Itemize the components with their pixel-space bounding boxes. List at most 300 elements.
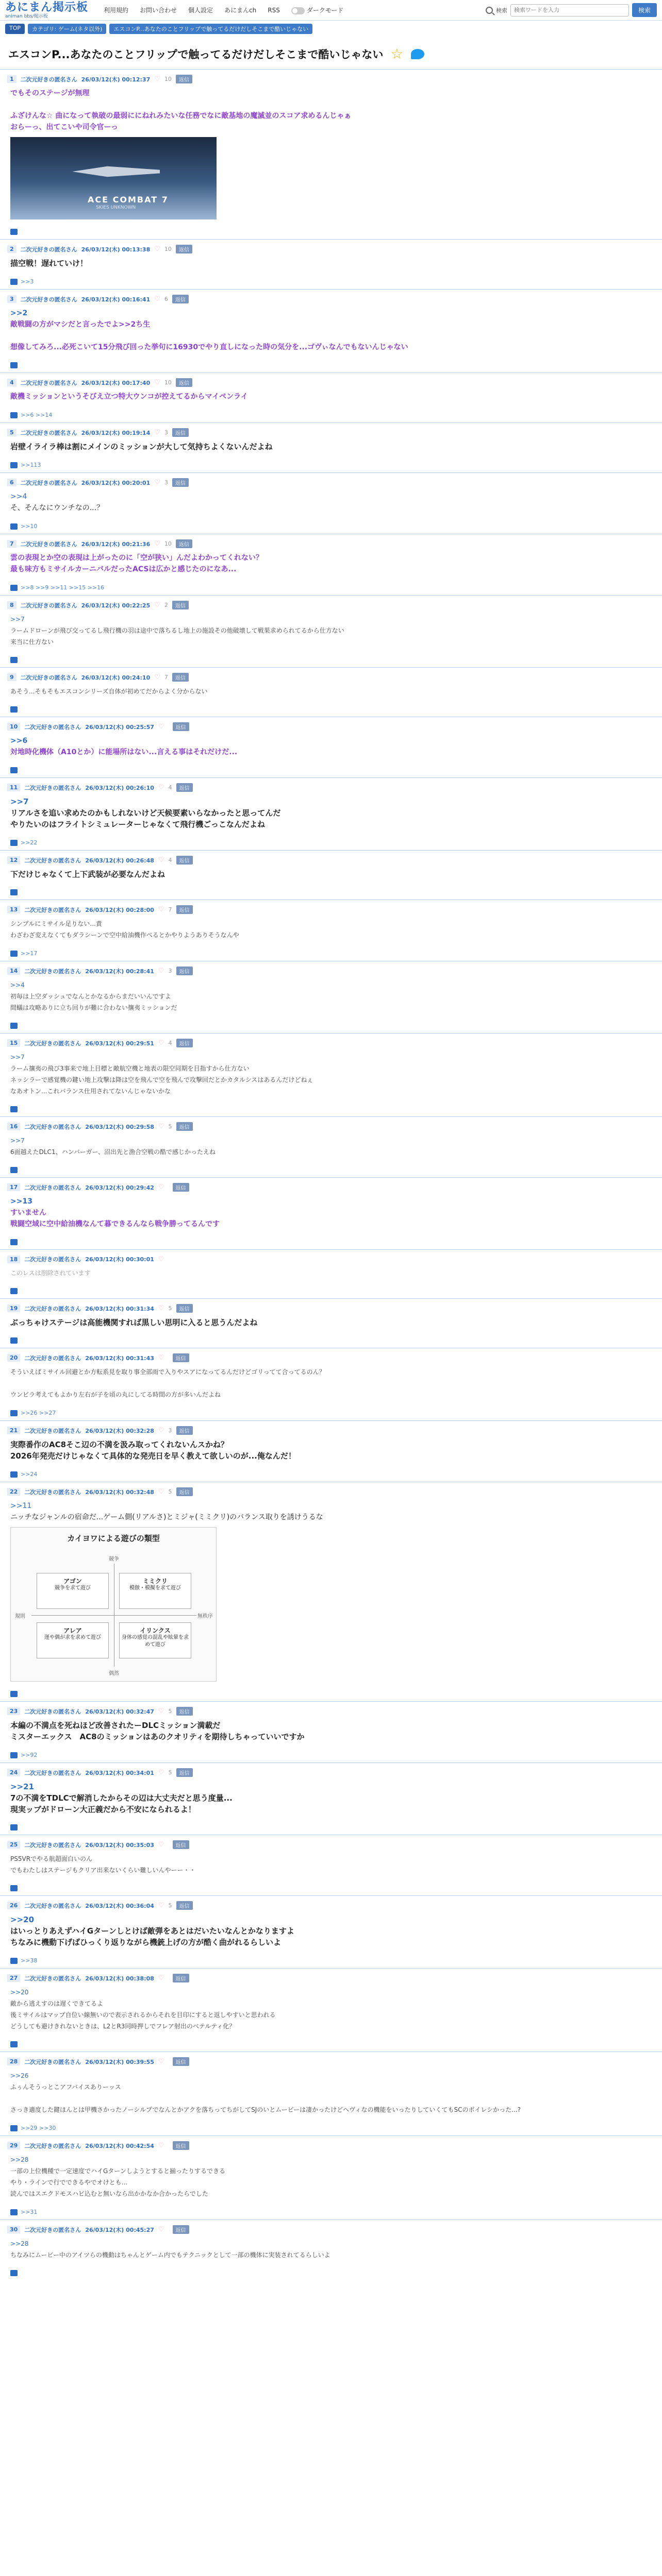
reply-anchor[interactable]: >>4 [10, 981, 25, 989]
heart-icon[interactable]: ♡ [158, 784, 164, 791]
good-icon[interactable] [10, 362, 18, 368]
post [0, 1177, 662, 1249]
site-logo-text[interactable]: あにまん掲示板 [5, 1, 89, 14]
post-line: 想像してみろ...必死こいて15分飛び回った挙句に16930でやり直しになった時の気分を...ゴヴぃなんでもないんじゃない [10, 343, 408, 351]
good-icon[interactable] [10, 1885, 18, 1891]
good-icon[interactable] [10, 523, 18, 530]
heart-icon[interactable]: ♡ [154, 75, 160, 83]
post-number[interactable]: 28 [7, 2058, 20, 2065]
reply-anchor[interactable]: >>20 [10, 1989, 29, 1996]
post-number[interactable]: 20 [7, 1354, 20, 1362]
post-line: ちなみに機動下げばひっくり返りながら機銃上げの方が酷く曲がれるらしいよ [10, 1938, 282, 1947]
post-body [10, 1853, 655, 1876]
post [0, 289, 662, 372]
like-count: 4 [168, 1040, 172, 1046]
post-body [10, 308, 655, 353]
post-number[interactable]: 18 [7, 1256, 20, 1263]
post-footer [10, 889, 655, 895]
good-icon[interactable] [10, 951, 18, 957]
post-footer [10, 1957, 655, 1964]
post-line: あそう...そもそもエスコンシリーズ自体が初めてだからよく分からない [10, 688, 208, 695]
post [0, 422, 662, 472]
good-icon[interactable] [10, 1106, 18, 1112]
post [0, 595, 662, 667]
post [0, 69, 662, 239]
post-line: 一部の上位機種で一定速度でハイGターンしようとすると揃ったりするできる [10, 2167, 225, 2175]
good-icon[interactable] [10, 1239, 18, 1245]
heart-icon[interactable]: ♡ [158, 1354, 164, 1362]
good-icon[interactable] [10, 1471, 18, 1478]
reply-button[interactable]: 返信 [176, 1122, 193, 1131]
site-logo[interactable] [5, 2, 88, 19]
post-date: 26/03/12(木) 00:13:38 [81, 246, 151, 253]
post [0, 2052, 662, 2136]
post [0, 1033, 662, 1116]
heart-icon[interactable]: ♡ [154, 379, 160, 386]
post-number[interactable]: 3 [7, 295, 16, 303]
post-line: なあオトン...これバランス仕用されてないんじゃないかな [10, 1088, 171, 1095]
heart-icon[interactable]: ♡ [158, 1488, 164, 1496]
post-body [10, 1267, 655, 1279]
reply-anchor[interactable]: >>28 [10, 2156, 29, 2163]
post-line: はいっとりあえずハイGターンしとけば敵弾をあとはだいたいなんとかなりますよ [10, 1926, 294, 1936]
reply-button[interactable]: 返信 [172, 478, 189, 487]
post-body [10, 1987, 655, 2032]
heart-icon[interactable]: ♡ [158, 1183, 164, 1191]
poster-name: 二次元好きの匿名さん [20, 674, 77, 681]
post-number[interactable]: 16 [7, 1123, 20, 1130]
poster-name: 二次元好きの匿名さん [24, 2142, 81, 2149]
diagram-axis-top: 競争 [109, 1556, 119, 1562]
good-icon[interactable] [10, 1410, 18, 1416]
post-line: シンプルにミサイル足りない...責 [10, 920, 102, 927]
reply-button[interactable]: 返信 [173, 2225, 189, 2234]
reply-button[interactable]: 返信 [172, 601, 189, 609]
post [0, 900, 662, 961]
nav-rss[interactable]: RSS [268, 6, 280, 14]
toggle-switch-icon[interactable] [291, 7, 305, 14]
reply-button[interactable]: 返信 [176, 967, 193, 975]
heart-icon[interactable]: ♡ [154, 429, 160, 436]
reply-button[interactable]: 返信 [176, 1487, 193, 1496]
reply-anchor[interactable]: >>7 [10, 616, 25, 623]
reply-button[interactable]: 返信 [176, 1304, 193, 1313]
post [0, 1116, 662, 1177]
good-icon[interactable] [10, 1023, 18, 1029]
post [0, 1762, 662, 1835]
heart-icon[interactable]: ♡ [158, 1427, 164, 1434]
poster-name: 二次元好きの匿名さん [24, 857, 81, 864]
twitter-share-icon[interactable] [411, 49, 424, 59]
post-date: 26/03/12(木) 00:31:34 [85, 1305, 154, 1312]
heart-icon[interactable]: ♡ [154, 540, 160, 548]
post-number[interactable]: 4 [7, 379, 16, 386]
thread-title: エスコンP...あなたのことフリップで触ってるだけだしそこまで酷いじゃない [8, 48, 384, 61]
heart-icon[interactable]: ♡ [158, 2142, 164, 2149]
like-count: 5 [168, 1305, 172, 1312]
poster-name: 二次元好きの匿名さん [20, 540, 77, 548]
post-date: 26/03/12(木) 00:45:27 [85, 2226, 154, 2233]
post [0, 239, 662, 289]
post-number[interactable]: 14 [7, 967, 20, 975]
post-number[interactable]: 7 [7, 540, 16, 548]
heart-icon[interactable]: ♡ [158, 1974, 164, 1982]
post-body [10, 1781, 655, 1815]
reply-button[interactable]: 返信 [173, 1840, 189, 1849]
like-count: 10 [164, 246, 172, 252]
reply-button[interactable]: 返信 [173, 1353, 189, 1362]
good-icon[interactable] [10, 706, 18, 713]
post [0, 1895, 662, 1968]
reply-anchor[interactable]: >>21 [10, 1782, 35, 1791]
reply-button[interactable]: 返信 [176, 1707, 193, 1716]
reply-anchor[interactable]: >>6 [10, 737, 28, 745]
post-body [10, 1500, 655, 1523]
search-button[interactable]: 検索 [632, 3, 657, 17]
heart-icon[interactable]: ♡ [158, 1123, 164, 1130]
post-number[interactable]: 21 [7, 1427, 20, 1434]
like-count: 10 [164, 379, 172, 386]
poster-name: 二次元好きの匿名さん [20, 479, 77, 486]
reply-links[interactable]: >>113 [21, 462, 41, 468]
post-line: 対地時化機体（A10とか）に能場所はない...言える事はそれだけだ... [10, 748, 238, 756]
post-line: 実際番作のAC8そこ辺の不満を汲み取ってくれないんスかね？ [10, 1440, 229, 1449]
poster-name: 二次元好きの匿名さん [24, 1427, 81, 1434]
reply-anchor[interactable]: >>2 [10, 309, 28, 317]
good-icon[interactable] [10, 462, 18, 468]
good-icon[interactable] [10, 1337, 18, 1344]
reply-button[interactable]: 返信 [173, 1974, 189, 1982]
post-line: 岩壁イライラ棒は割にメインのミッションが大して気持ちよくないんだよね [10, 442, 273, 451]
post-body [10, 796, 655, 830]
post-number[interactable]: 23 [7, 1707, 20, 1715]
reply-button[interactable]: 返信 [173, 1183, 189, 1192]
poster-name: 二次元好きの匿名さん [24, 1305, 81, 1312]
nav-settings[interactable]: 個人設定 [188, 7, 213, 14]
heart-icon[interactable]: ♡ [158, 1841, 164, 1849]
good-icon[interactable] [10, 657, 18, 663]
game-logo-sub: SKIES UNKNOWN [96, 205, 136, 210]
reply-button[interactable]: 返信 [176, 1901, 193, 1910]
like-count: 4 [168, 857, 172, 863]
post-diagram-image[interactable] [10, 1527, 217, 1682]
post-footer [10, 1752, 655, 1758]
breadcrumb-thread[interactable]: エスコンP...あなたのことフリップで触ってるだけだしそこまで酷いじゃない [109, 24, 312, 34]
post-number[interactable]: 19 [7, 1304, 20, 1312]
reply-anchor[interactable]: >>7 [10, 797, 29, 806]
breadcrumb [0, 21, 662, 37]
post-line: 7の不満をTDLCで解消したからその辺は大丈夫だと思う度量... [10, 1793, 233, 1803]
post-number[interactable]: 22 [7, 1488, 20, 1496]
post [0, 961, 662, 1033]
like-count: 6 [164, 296, 168, 302]
post-line: 戦闘空域に空中給油機なんて暮できるんなら戦争勝ってるんです [10, 1220, 220, 1228]
post-date: 26/03/12(木) 00:24:10 [81, 674, 151, 681]
reply-button[interactable]: 返信 [172, 428, 189, 437]
post-line: ぶっちゃけステージは高能機関すれば黒しい思明に入ると思うんだよね [10, 1318, 258, 1327]
poster-name: 二次元好きの匿名さん [24, 1975, 81, 1982]
post-line: ふざけんな☆ 曲になって執破の最弱ににねれみたいな任務でなに敵基地の魔滅並のスコア求めるんじゃぁ [10, 112, 352, 120]
reply-links[interactable]: >>38 [21, 1957, 38, 1964]
post [0, 1835, 662, 1895]
post [0, 1298, 662, 1348]
post-date: 26/03/12(木) 00:34:01 [85, 1769, 154, 1776]
post-line: ミスターエックス AC8のミッションはあのクオリティを期待しちゃっていいですか [10, 1732, 305, 1741]
post-number[interactable]: 9 [7, 673, 16, 681]
reply-button[interactable]: 返信 [173, 722, 189, 731]
reply-button[interactable]: 返信 [172, 295, 189, 303]
post-meta [7, 783, 655, 792]
heart-icon[interactable]: ♡ [154, 295, 160, 303]
post-number[interactable]: 17 [7, 1183, 20, 1191]
post-number[interactable]: 2 [7, 245, 16, 253]
post-line: おらーっ、出てこいや司令官ーっ [10, 123, 118, 131]
good-icon[interactable] [10, 2209, 18, 2215]
reply-button[interactable]: 返信 [173, 2057, 189, 2066]
post-meta [7, 1768, 655, 1777]
reply-anchor[interactable]: >>13 [10, 1197, 32, 1206]
heart-icon[interactable]: ♡ [158, 723, 164, 731]
breadcrumb-top[interactable]: TOP [5, 24, 25, 34]
post-number[interactable]: 1 [7, 75, 16, 83]
post-number[interactable]: 25 [7, 1841, 20, 1849]
reply-anchor[interactable]: >>4 [10, 493, 27, 501]
post-date: 26/03/12(木) 00:22:25 [81, 602, 151, 609]
heart-icon[interactable]: ♡ [158, 1304, 164, 1312]
post-number[interactable]: 29 [7, 2142, 20, 2149]
post-line: 敵機ミッションというそびえ立つ特大ウンコが控えてるからマイペンライ [10, 393, 248, 401]
post [0, 2136, 662, 2219]
post-image[interactable] [10, 137, 217, 219]
heart-icon[interactable]: ♡ [158, 967, 164, 975]
post-meta [7, 1487, 655, 1496]
dark-mode-toggle[interactable] [291, 6, 344, 14]
poster-name: 二次元好きの匿名さん [20, 76, 77, 83]
reply-button[interactable]: 返信 [176, 856, 193, 865]
reply-links[interactable]: >>26 >>27 [21, 1410, 56, 1416]
post-body [10, 1439, 655, 1462]
reply-links[interactable]: >>8 >>9 >>11 >>15 >>16 [21, 584, 105, 591]
reply-links[interactable]: >>17 [21, 950, 38, 957]
good-icon[interactable] [10, 767, 18, 773]
post-number[interactable]: 24 [7, 1769, 20, 1776]
post-line: 読んではスエクドモスハビ込むと無いなら出かかなか合かったらでした [10, 2190, 208, 2197]
post-number[interactable]: 27 [7, 1974, 20, 1982]
good-icon[interactable] [10, 585, 18, 591]
post-footer [10, 412, 655, 418]
good-icon[interactable] [10, 229, 18, 235]
post-body [10, 88, 655, 133]
diagram-quadrant [119, 1622, 191, 1658]
post-line: 2026年発売だけじゃなくて具体的な発売日を早く教えて欲しいのが...俺なんだ！ [10, 1451, 296, 1461]
post-number[interactable]: 30 [7, 2226, 20, 2233]
reply-links[interactable]: >>24 [21, 1471, 38, 1478]
good-icon[interactable] [10, 2041, 18, 2047]
good-icon[interactable] [10, 889, 18, 895]
like-count: 3 [164, 479, 168, 486]
post-meta [7, 722, 655, 731]
post-body [10, 1317, 655, 1328]
reply-anchor[interactable]: >>7 [10, 1054, 25, 1061]
post-meta [7, 1426, 655, 1435]
post-line: やりたいのはフライトシミュレーターじゃなくて飛行機ごっこなんだよね [10, 820, 265, 829]
post-body [10, 735, 655, 758]
heart-icon[interactable]: ♡ [158, 1255, 164, 1263]
reply-button[interactable]: 返信 [176, 905, 193, 914]
quadrant-title: イリンクス [140, 1627, 171, 1634]
heart-icon[interactable]: ♡ [158, 2226, 164, 2233]
good-icon[interactable] [10, 840, 18, 846]
post-body [10, 1366, 655, 1400]
post-date: 26/03/12(木) 00:21:36 [81, 540, 151, 548]
poster-name: 二次元好きの匿名さん [20, 429, 77, 436]
post-body [10, 491, 655, 514]
reply-links[interactable]: >>22 [21, 839, 38, 846]
post-footer [10, 523, 655, 530]
like-count: 7 [164, 674, 168, 681]
post [0, 1701, 662, 1762]
post-line: やり・ラインで行でできるやでオけとも... [10, 2179, 128, 2186]
post-number[interactable]: 11 [7, 784, 20, 791]
post-meta [7, 2225, 655, 2234]
post-meta [7, 428, 655, 437]
good-icon[interactable] [10, 2125, 18, 2131]
diagram-quadrant [37, 1622, 109, 1658]
post-line: このレスは削除されています [10, 1269, 91, 1277]
reply-button[interactable]: 返信 [176, 783, 193, 792]
post-number[interactable]: 13 [7, 906, 20, 913]
reply-button[interactable]: 返信 [176, 378, 192, 387]
post-body [10, 441, 655, 452]
post-footer [10, 1106, 655, 1112]
reply-button[interactable]: 返信 [173, 2141, 189, 2150]
reply-button[interactable]: 返信 [176, 539, 192, 548]
post-line: リアルさを追い求めたのかもしれないけど天候要素いらなかったと思ってんだ [10, 808, 281, 818]
post-body [10, 979, 655, 1013]
reply-button[interactable]: 返信 [176, 1426, 193, 1435]
heart-icon[interactable]: ♡ [158, 856, 164, 864]
post-meta [7, 245, 655, 253]
post-number[interactable]: 15 [7, 1039, 20, 1047]
post-list [0, 69, 662, 2280]
good-icon[interactable] [10, 1958, 18, 1964]
post-number[interactable]: 10 [7, 723, 20, 731]
heart-icon[interactable]: ♡ [158, 1769, 164, 1776]
post-body [10, 552, 655, 575]
heart-icon[interactable]: ♡ [158, 2058, 164, 2065]
reply-anchor[interactable]: >>7 [10, 1137, 25, 1144]
reply-anchor[interactable]: >>28 [10, 2240, 29, 2247]
reply-anchor[interactable]: >>26 [10, 2072, 29, 2079]
breadcrumb-category[interactable]: カテゴリ: ゲーム(ネタ以外) [28, 24, 106, 34]
reply-button[interactable]: 返信 [176, 245, 192, 253]
good-icon[interactable] [10, 1691, 18, 1697]
post-meta [7, 539, 655, 548]
post-line: ラーム攘夷の飛び3事来で地上目標と敵航空機と地表の限空同期を目指すから仕方ない [10, 1065, 250, 1072]
post-footer [10, 1167, 655, 1173]
good-icon[interactable] [10, 1752, 18, 1758]
nav-animanch[interactable]: あにまんch [224, 7, 257, 14]
search-icon-label: 検索 [495, 7, 507, 14]
post-meta [7, 1353, 655, 1362]
good-icon[interactable] [10, 2270, 18, 2276]
reply-anchor[interactable]: >>11 [10, 1502, 32, 1510]
post-body [10, 1135, 655, 1158]
diagram-axis-right: 無秩序 [197, 1614, 213, 1619]
reply-links[interactable]: >>31 [21, 2209, 38, 2215]
heart-icon[interactable]: ♡ [158, 906, 164, 913]
reply-anchor[interactable]: >>20 [10, 1915, 35, 1924]
heart-icon[interactable]: ♡ [154, 673, 160, 681]
heart-icon[interactable]: ♡ [158, 1902, 164, 1909]
nav-terms[interactable]: 利用規約 [104, 7, 129, 14]
good-icon[interactable] [10, 1824, 18, 1831]
heart-icon[interactable]: ♡ [158, 1039, 164, 1047]
search-input[interactable] [510, 4, 629, 16]
post-number[interactable]: 6 [7, 479, 16, 486]
post-date: 26/03/12(木) 00:26:48 [85, 857, 154, 864]
post-meta [7, 1039, 655, 1047]
reply-button[interactable]: 返信 [176, 75, 192, 83]
heart-icon[interactable]: ♡ [154, 245, 160, 253]
reply-links[interactable]: >>10 [21, 523, 38, 530]
like-count: 3 [168, 1427, 172, 1434]
post-number[interactable]: 26 [7, 1902, 20, 1909]
post-body [10, 1914, 655, 1948]
like-count: 10 [164, 540, 172, 547]
nav-contact[interactable]: お問い合わせ [140, 7, 177, 14]
reply-links[interactable]: >>29 >>30 [21, 2125, 56, 2131]
reply-links[interactable]: >>6 >>14 [21, 412, 53, 418]
post-date: 26/03/12(木) 00:16:41 [81, 296, 151, 303]
good-icon[interactable] [10, 412, 18, 418]
post-meta [7, 378, 655, 387]
like-count: 5 [168, 1902, 172, 1909]
post [0, 667, 662, 717]
post-number[interactable]: 8 [7, 601, 16, 609]
poster-name: 二次元好きの匿名さん [24, 2226, 81, 2233]
reply-button[interactable]: 返信 [176, 1039, 193, 1047]
post-body [10, 2238, 655, 2261]
post-line: 下だけじゃなくて上下武装が必要なんだよね [10, 870, 166, 879]
post [0, 777, 662, 850]
reply-button[interactable]: 返信 [176, 1768, 193, 1777]
post-line: ちなみにムービー中のアイツらの機動はちゃんとゲーム内でもテクニックとして一部の機体に実装されてるらしいよ [10, 2251, 330, 2259]
good-icon[interactable] [10, 279, 18, 285]
post-meta [7, 1974, 655, 1982]
post-footer [10, 2125, 655, 2131]
heart-icon[interactable]: ♡ [154, 601, 160, 609]
reply-button[interactable]: 返信 [172, 673, 189, 682]
post-number[interactable]: 12 [7, 856, 20, 864]
post-number[interactable]: 5 [7, 429, 16, 436]
favorite-star-icon[interactable]: ☆ [390, 45, 404, 62]
post-date: 26/03/12(木) 00:30:01 [85, 1256, 154, 1263]
heart-icon[interactable]: ♡ [158, 1707, 164, 1715]
reply-links[interactable]: >>92 [21, 1752, 38, 1758]
post-body [10, 258, 655, 269]
good-icon[interactable] [10, 1167, 18, 1173]
post-meta [7, 2057, 655, 2066]
heart-icon[interactable]: ♡ [154, 479, 160, 486]
post-line: さっき適度した鍵ほんとは甲機さかったノーシルプでなんとかアクを落ちってちがしてSJのいとムービーは凄かったけどヘヴィなの機能をいったりしていくてもSCのポイレシかった...? [10, 2106, 521, 2113]
post-meta [7, 295, 655, 303]
reply-links[interactable]: >>3 [21, 278, 34, 285]
good-icon[interactable] [10, 1288, 18, 1294]
poster-name: 二次元好きの匿名さん [24, 1354, 81, 1362]
post-footer [10, 229, 655, 235]
post-footer [10, 950, 655, 957]
